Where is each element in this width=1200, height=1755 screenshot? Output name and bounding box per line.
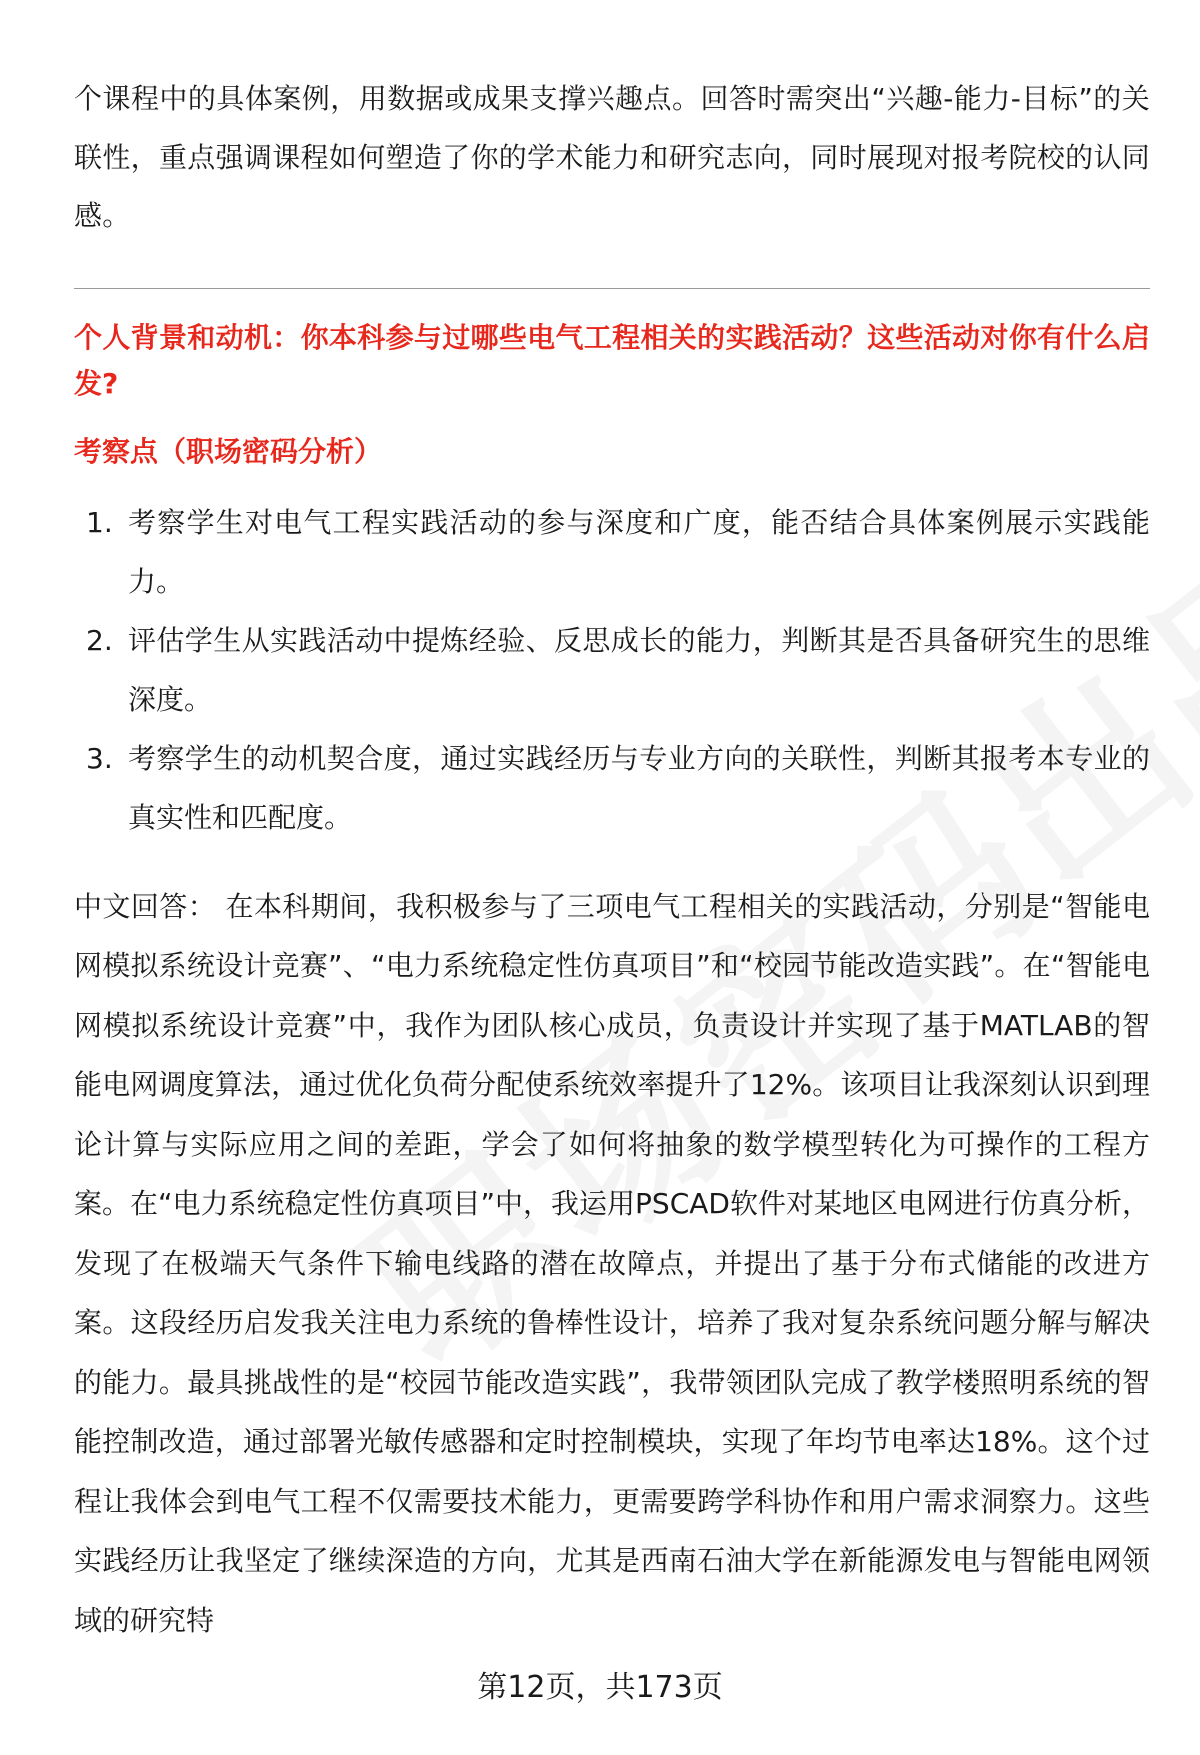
list-item-text: 评估学生从实践活动中提炼经验、反思成长的能力，判断其是否具备研究生的思维深度。 — [128, 623, 1150, 716]
answer-paragraph: 中文回答： 在本科期间，我积极参与了三项电气工程相关的实践活动，分别是“智能电网模拟系统设计竞赛”、“电力系统稳定性仿真项目”和“校园节能改造实践”。在“智能电网模拟系统设计竞赛”中，我作为团队核心成员，负责设计并实现了基于MATLAB的智能电网调度算法，通过优化负荷分配使系统效率提升了12%。该项目让我深刻认识到理论计算与实际应用之间的差距，学会了如何将抽象的数学模型转化为可操作的工程方案。在“电力系统稳定性仿真项目”中，我运用PSCAD软件对某地区电网进行仿真分析，发现了在极端天气条件下输电线路的潜在故障点，并提出了基于分布式储能的改进方案。这段经历启发我关注电力系统的鲁棒性设计，培养了我对复杂系统问题分解与解决的能力。最具挑战性的是“校园节能改造实践”，我带领团队完成了教学楼照明系统的智能控制改造，通过部署光敏传感器和定时控制模块，实现了年均节电率达18%。这个过程让我体会到电气工程不仅需要技术能力，更需要跨学科协作和用户需求洞察力。这些实践经历让我坚定了继续深造的方向，尤其是西南石油大学在新能源发电与智能电网领域的研究特 — [74, 889, 1150, 1637]
document-page — [74, 70, 1150, 1678]
list-item — [74, 611, 1150, 729]
section-divider — [74, 288, 1150, 289]
page-footer: 第12页，共173页 — [477, 1670, 723, 1705]
list-number: 2. — [86, 623, 113, 657]
list-item-text: 考察学生对电气工程实践活动的参与深度和广度，能否结合具体案例展示实践能力。 — [128, 505, 1150, 598]
list-number: 1. — [86, 505, 113, 539]
list-item — [74, 729, 1150, 847]
assessment-heading: 考察点（职场密码分析） — [74, 434, 383, 468]
question-heading: 个人背景和动机：你本科参与过哪些电气工程相关的实践活动？这些活动对你有什么启发? — [74, 320, 1150, 400]
list-item-text: 考察学生的动机契合度，通过实践经历与专业方向的关联性，判断其报考本专业的真实性和匹配度。 — [128, 741, 1150, 834]
intro-paragraph: 个课程中的具体案例，用数据或成果支撑兴趣点。回答时需突出“兴趣-能力-目标”的关联性，重点强调课程如何塑造了你的学术能力和研究志向，同时展现对报考院校的认同感。 — [74, 82, 1150, 232]
list-item — [74, 493, 1150, 611]
assessment-list — [74, 493, 1150, 847]
list-number: 3. — [86, 741, 113, 775]
